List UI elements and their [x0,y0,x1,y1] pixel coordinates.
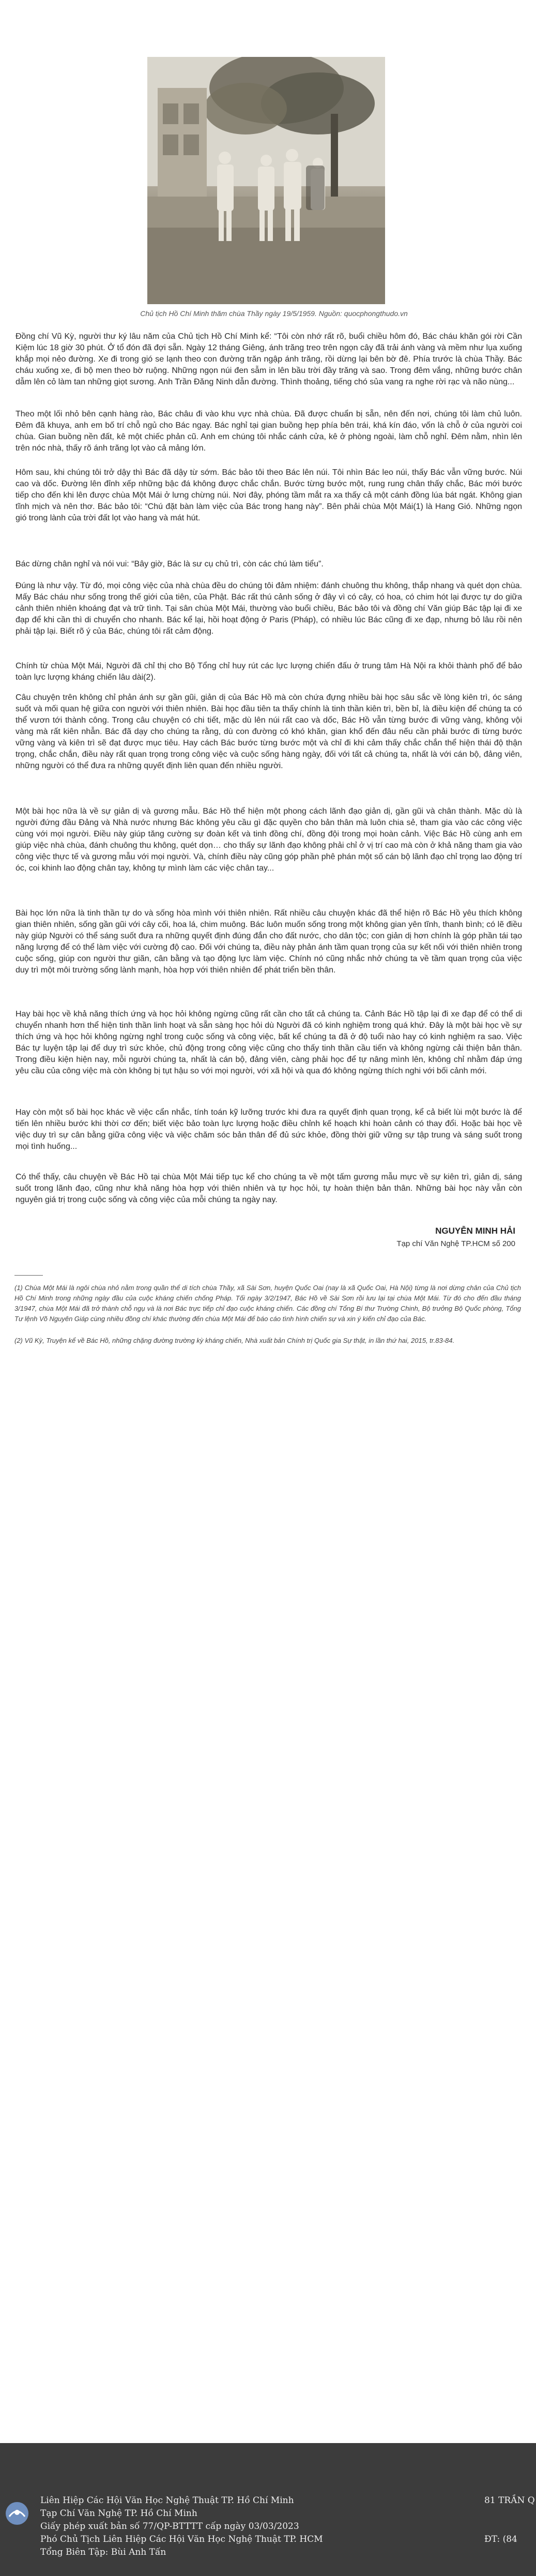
author-name: NGUYỄN MINH HẢI [435,1226,515,1236]
footer-phone: ĐT: (84 [484,2534,517,2544]
paragraph-2: Theo một lối nhỏ bên cạnh hàng rào, Bác châu đi vào khu vực nhà chùa. Đã được chuẩn bị sẵn, nên đến nơi, chúng tôi làm chủ luôn. Đêm đã khuya, anh em bố trí chỗ ngủ cho Bác ngay. Bác nghỉ tại gian buồng hẹp phía bên trái, khá kín đáo, vốn là chỗ ở của người coi chùa. Gian buồng nền đất, kê một chiếc phản cũ. Anh em chúng tôi nhắc cánh cửa, kê ở phòng ngoài, làm chỗ nghỉ. Đêm nằm, nhìn lên trên nóc nhà, thấy rõ ánh trăng lọt vào cả mảng lớn. [16,410,522,453]
footer-address: 81 TRẦN Q [484,2495,535,2506]
paragraph-9: Bài học lớn nữa là tinh thần tự do và sống hòa mình với thiên nhiên. Rất nhiều câu chuyện khác đã thể hiện rõ Bác Hồ yêu thích không gian thiên nhiên, sống gần gũi với cây cối, hoa lá, chim muông. Bác luôn muốn sống trong một không gian yên tĩnh, thanh bình; có lẽ điều này giúp Người có thể sáng suốt đưa ra những quyết định đúng đắn cho đất nước, cho dân tộc; con giản dị hơn chính là góp phần tái tạo năng lượng để có thể làm việc với cường độ cao. Đối với chúng ta, điều này phản ánh tầm quan trọng của sự kết nối với thiên nhiên trong cuộc sống, giúp con người thư giãn, cân bằng và tạo động lực làm việc. Chính nó cũng nhắc nhở chúng ta về tầm quan trọng của việc duy trì một môi trường sống lành mạnh, hòa hợp với thiên nhiên để phát triển bền thân. [16,909,522,975]
paragraph-3: Hôm sau, khi chúng tôi trở dậy thì Bác đã dậy từ sớm. Bác bảo tôi theo Bác lên núi. Tôi nhìn Bác leo núi, thấy Bác vẫn vững bước. Núi cao và dốc. Đường lên đỉnh xếp những bậc đá không được chắc chắn. Bước từng bước một, rung rung chân thấy chắc, Bác mới bước tiếp cho đến khi lên được chùa Một Mái ở lưng chừng núi. Nơi đây, phóng tầm mắt ra xa thấy cả một cánh đồng lúa bát ngát. Không gian tĩnh mịch và nên thơ. Bác bảo tôi: “Chú đặt bàn làm việc của Bác trong hang này”. Bên phải chùa Một Mái(1) là Hang Gió. Những ngọn gió trong lành của trời đất lọt vào hang và mát hút. [16,468,522,522]
site-footer [0,2443,536,2576]
paragraph-11: Hay còn một số bài học khác về việc cẩn nhắc, tính toán kỹ lưỡng trước khi đưa ra quyết định quan trọng, kể cả biết lùi một bước là để tiến lên nhiều bước khi thời cơ đến; biết việc bảo toàn lực lượng hoặc điều chỉnh kế hoạch khi hoàn cảnh có thay đổi. Hoặc bài học về việc duy trì sự cân bằng giữa công việc và việc chăm sóc bản thân để đủ sức khỏe, đồng thời giữ vững sự tập trung và sáng suốt trong mọi tình huống... [16,1108,522,1151]
paragraph-4: Bác dừng chân nghỉ và nói vui: “Bây giờ, Bác là sư cụ chủ trì, còn các chú làm tiểu”. [16,560,324,568]
historical-photo [147,57,385,304]
paragraph-6: Chính từ chùa Một Mái, Người đã chỉ thị cho Bộ Tổng chỉ huy rút các lực lượng chiến đấu ở trung tâm Hà Nội ra khỏi thành phố để bảo toàn lực lượng kháng chiến lâu dài(2). [16,662,522,682]
paragraph-8: Một bài học nữa là về sự giản dị và gương mẫu. Bác Hồ thể hiện một phong cách lãnh đạo giản dị, gần gũi và chân thành. Mặc dù là người đứng đầu Đảng và Nhà nước nhưng Bác không yêu cầu gì đặc quyền cho bản thân mà luôn chia sẻ, tham gia vào các công việc cùng với mọi người. Điều này giúp tăng cường sự đoàn kết và tinh đồng chí, đồng đội trong mọi hoàn cảnh. Việc Bác Hồ cùng anh em giúp việc nhà chùa, đánh chuông thu không, quét dọn… cho thấy sự lãnh đạo không phải chỉ ở vị trí cao mà còn ở khả năng tham gia vào công việc thực tế và gương mẫu với mọi người. Và, chính điều này cũng góp phần phê phán một số cán bộ lãnh đạo chỉ trọng lao động trí óc, coi khinh lao động chân tay, không tự mình làm các việc chân tay... [16,807,522,873]
footnote-1: (1) Chùa Một Mái là ngôi chùa nhỏ nằm trong quần thể di tích chùa Thầy, xã Sài Sơn, huyện Quốc Oai (nay là xã Quốc Oai, Hà Nội) từng là nơi dừng chân của Chủ tịch Hồ Chí Minh trong những ngày đầu của cuộc kháng chiến chống Pháp. Tối ngày 3/2/1947, Bác Hồ về Sài Sơn rồi lưu lại tại chùa Một Mái. Từ đó cho đến đầu tháng 3/1947, chùa Một Mái đã trở thành chỗ ngụ và là nơi Bác trực tiếp chỉ đạo cuộc kháng chiến. Các đồng chí Tổng Bí thư Trường Chinh, Bộ trưởng Bộ Quốc phòng, Tổng Tư lệnh Võ Nguyên Giáp cùng nhiều đồng chí khác thường đến chùa Một Mái để báo cáo tình hình chiến sự và xin ý kiến chỉ đạo của Bác. [14,1284,521,1323]
footnote-2: (2) Vũ Kỳ, Truyện kể về Bác Hồ, những chặng đường trường kỳ kháng chiến, Nhà xuất bản Chính trị Quốc gia Sự thật, in lần thứ hai, 2015, tr.83-84. [14,1337,455,1344]
footer-line-vice-chair: Phó Chủ Tịch Liên Hiệp Các Hội Văn Học Nghệ Thuật TP. HCM [40,2534,323,2544]
footer-info [40,2494,412,2559]
author-affiliation: Tạp chí Văn Nghệ TP.HCM số 200 [396,1239,515,1248]
paragraph-1: Đồng chí Vũ Kỳ, người thư ký lâu năm của Chủ tịch Hồ Chí Minh kể: “Tôi còn nhớ rất rõ, buổi chiều hôm đó, Bác cháu khăn gói rời Cần Kiệm lúc 18 giờ 30 phút. Ở tổ đón đã đợi sẵn. Ngày 12 tháng Giêng, ánh trăng treo trên ngọn cây đã trải ánh vàng và mềm như lụa xuống khắp mọi nẻo đường. Xe đi trong gió se lạnh theo con đường trăn ngập ánh trăng, rồi dừng lại bên bờ đê. Phía trước là chùa Thầy. Bác cháu xuống xe, đi bộ men theo bờ ruộng. Những ngọn núi đen sẫm in lên bầu trời đầy trăng và sao. Trong đêm vắng, những bước chân dẫm lên cỏ làm tan những giọt sương. Anh Trần Đăng Ninh dẫn đường. Thình thoảng, tiếng chó sủa vang ra nghe rời rạc và não nùng... [16,332,522,386]
photo-illustration [147,57,385,304]
footer-line-editor: Tổng Biên Tập: Bùi Anh Tấn [40,2547,166,2557]
paragraph-10: Hay bài học về khả năng thích ứng và học hỏi không ngừng cũng rất cần cho tất cả chúng ta. Cảnh Bác Hồ tập lại đi xe đạp để có thể di chuyển nhanh hơn thể hiện tinh thần linh hoạt và sẵn sàng học hỏi dù Người đã có kinh nghiệm trong quá khứ. Đây là một bài học về sự thích ứng và học hỏi không ngừng nghỉ trong cuộc sống và công việc, bất kể chúng ta đã ở độ tuổi nào hay có kinh nghiệm ra sao. Việc Bác tự luyện tập lại để duy trì sức khỏe, chủ động trong công việc cũng cho thấy tinh thần cầu tiến và không ngừng cải thiện bản thân. Trong điều kiện hiện nay, mỗi người chúng ta, nhất là cán bộ, đảng viên, càng phải học để tự nâng mình lên, không chỉ nhằm đáp ứng yêu cầu của công việc mà còn không bị tụt hậu so với mọi người, với xã hội và qua đó không ngừng thích nghi với bối cảnh mới. [16,1010,522,1075]
photo-caption: Chủ tịch Hồ Chí Minh thăm chùa Thầy ngày 19/5/1959. Nguồn: quocphongthudo.vn [140,309,408,318]
paragraph-5: Đúng là như vậy. Từ đó, mọi công việc của nhà chùa đều do chúng tôi đảm nhiệm: đánh chuông thu không, thắp nhang và quét dọn chùa. Mấy Bác cháu như sống trong thế giới của tiên, của Phật. Bác rất thú cảnh sống ở đây vì có cây, có hoa, có chim hót lại được tự do giữa cảnh thiên nhiên khoáng đạt và trữ tình. Tại sân chùa Một Mái, thường vào buổi chiều, Bác bảo tôi và đồng chí Văn giúp Bác tập lại đi xe đạp để khi cần thì di chuyển cho nhanh. Bác kể lại, hồi hoạt động ở Paris (Pháp), có nhiều lúc Bác cũng đi xe đạp, nhưng bỏ lâu rồi nên phải tập lại. Biết rõ ý của Bác, chúng tôi rất cảm động. [16,581,522,636]
paragraph-12: Có thể thấy, câu chuyện về Bác Hồ tại chùa Một Mái tiếp tục kể cho chúng ta về một tấm gương mẫu mực về sự kiên trì, giản dị, sáng suốt trong lãnh đạo, cũng như khả năng hòa hợp với thiên nhiên và tự học hỏi, tự hoàn thiện bản thân. Những bài học này vẫn còn nguyên giá trị trong cuộc sống và công việc của mỗi chúng ta ngày nay. [16,1173,522,1204]
footer-line-license: Giấy phép xuất bản số 77/QP-BTTTT cấp ngày 03/03/2023 [40,2521,299,2532]
paragraph-7: Câu chuyện trên không chỉ phản ánh sự gần gũi, giản dị của Bác Hồ mà còn chứa đựng nhiều bài học sâu sắc về lòng kiên trì, óc sáng suốt và mối quan hệ giữa con người với thiên nhiên. Bài học đầu tiên ta thấy chính là tinh thần kiên trì, bền bỉ, là điều kiện để chúng ta có thể vươn tới thành công. Trong câu chuyện có chi tiết, mặc dù lên núi rất cao và dốc, Bác Hồ vẫn từng bước đi vững vàng, không vội vàng mà rất kiên nhẫn. Bác đã dạy cho chúng ta rằng, dù con đường có khó khăn, gian khổ đến đâu nếu cần phải bước đi từng bước vững vàng và kiên trì sẽ đạt được mục tiêu. Hay cách Bác bước từng bước một và chỉ đi khi cảm thấy chắc chắn thể hiện thái độ thận trọng, chắc chắn, điều này rất quan trọng trong công việc và cuộc sống hàng ngày, đối với tất cả chúng ta, nhất là với cán bộ, đảng viên, những người có thể đưa ra những quyết định liên quan đến nhiều người. [16,693,522,770]
footer-contact [484,2494,536,2546]
footer-line-org: Liên Hiệp Các Hội Văn Học Nghệ Thuật TP. Hồ Chí Minh [40,2495,294,2506]
article-photo [147,57,385,305]
magazine-logo-icon [4,2501,30,2526]
footer-line-magazine: Tạp Chí Văn Nghệ TP. Hồ Chí Minh [40,2508,197,2519]
footnote-divider [14,1275,43,1276]
